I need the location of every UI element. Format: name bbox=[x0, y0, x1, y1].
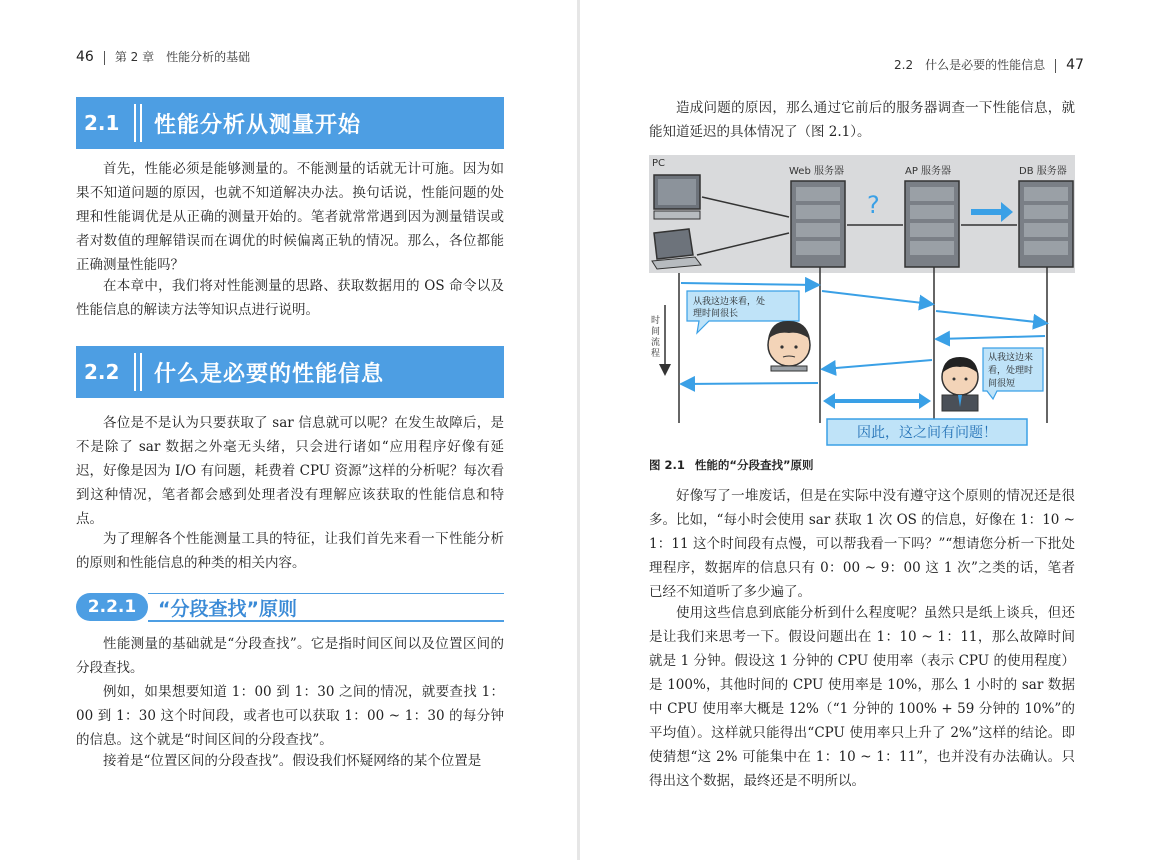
paragraph: 接着是“位置区间的分段查找”。假设我们怀疑网络的某个位置是 bbox=[103, 753, 482, 769]
paragraph: 各位是不是认为只要获取了 sar 信息就可以呢？在发生故障后，是不是除了 sar 数据之外毫无头绪，只会进行诸如“应用程序好像有延迟，好像是因为 I/O 有问题，耗费着 CPU 资源”这样的分析呢？每次看到这种情况，笔者都会感到处理者没有理解应该获取的性能信息和特点。 bbox=[76, 415, 504, 527]
section-number: 2.2 bbox=[84, 360, 120, 384]
bubble-left-line: 理时间很长 bbox=[693, 309, 739, 319]
bubble-right-line: 从我这边来 bbox=[988, 353, 1034, 363]
subsection-title: “分段查找”原则 bbox=[158, 598, 297, 620]
paragraph: 在本章中，我们将对性能测量的思路、获取数据用的 OS 命令以及性能信息的解读方法等知识点进行说明。 bbox=[76, 278, 504, 318]
paragraph: 性能测量的基础就是“分段查找”。它是指时间区间以及位置区间的分段查找。 bbox=[76, 636, 504, 676]
time-flow-char: 流 bbox=[651, 338, 661, 348]
network-band bbox=[649, 155, 1075, 273]
person-left-icon bbox=[768, 321, 810, 371]
time-flow-char: 时 bbox=[651, 316, 661, 326]
section-title: 性能分析从测量开始 bbox=[154, 112, 362, 138]
time-flow-char: 程 bbox=[651, 349, 661, 359]
time-flow-char: 间 bbox=[651, 327, 661, 337]
figure-2-1 bbox=[649, 155, 1075, 448]
web-server-icon bbox=[791, 181, 845, 267]
question-mark: ? bbox=[867, 191, 880, 219]
paragraph: 为了理解各个性能测量工具的特征，让我们首先来看一下性能分析的原则和性能信息的种类的相关内容。 bbox=[76, 531, 504, 571]
paragraph: 造成问题的原因，那么通过它前后的服务器调查一下性能信息，就能知道延迟的具体情况了（图 2.1）。 bbox=[649, 100, 1075, 140]
section-running-title: 2.2 什么是必要的性能信息 bbox=[894, 58, 1046, 72]
figure-caption bbox=[649, 457, 814, 473]
ap-server-label: AP 服务器 bbox=[905, 166, 952, 177]
subsection-2-2-1-heading bbox=[76, 590, 504, 624]
section-number: 2.1 bbox=[84, 111, 120, 135]
section-title: 什么是必要的性能信息 bbox=[154, 361, 385, 387]
right-page-number: 47 bbox=[1066, 57, 1084, 73]
left-page-number: 46 bbox=[76, 49, 94, 65]
banner-rule bbox=[140, 104, 142, 142]
figure-title: 性能的“分段查找”原则 bbox=[694, 458, 814, 472]
banner-rule bbox=[140, 353, 142, 391]
paragraph: 好像写了一堆废话，但是在实际中没有遵守这个原则的情况还是很多。比如，“每小时会使用 sar 获取 1 次 OS 的信息，好像在 1：10 ~ 1：11 这个时间段有点慢，可以帮我看一下吗？”“想请您分析一下批处理程序，数据库的信息只有 0：00 ~ 9：00 这 1 次”之类的话，笔者已经不知道听了多少遍了。 bbox=[649, 488, 1075, 600]
banner-rule bbox=[134, 353, 136, 391]
web-server-label: Web 服务器 bbox=[789, 166, 844, 177]
chapter-title: 第 2 章 性能分析的基础 bbox=[114, 50, 251, 64]
db-server-label: DB 服务器 bbox=[1019, 166, 1067, 177]
left-running-header bbox=[76, 48, 250, 65]
conclusion-text: 因此，这之间有问题！ bbox=[857, 425, 997, 441]
figure-number: 图 2.1 bbox=[649, 458, 685, 472]
problem-interval-arrow bbox=[823, 393, 931, 409]
section-2-2-banner bbox=[76, 346, 504, 398]
paragraph: 例如，如果想要知道 1：00 到 1：30 之间的情况，就要查找 1：00 到 1：30 这个时间段，或者也可以获取 1：00 ~ 1：30 的每分钟的信息。这个就是“时间区间的分段查找”。 bbox=[76, 684, 504, 748]
ap-server-icon bbox=[905, 181, 959, 267]
bubble-right-line: 间很短 bbox=[988, 379, 1016, 389]
bubble-left-line: 从我这边来看，处 bbox=[693, 297, 766, 307]
heading-rule bbox=[148, 620, 504, 622]
desktop-pc-icon bbox=[654, 175, 700, 219]
db-server-icon bbox=[1019, 181, 1073, 267]
header-divider bbox=[1055, 59, 1056, 73]
header-divider bbox=[104, 51, 105, 65]
right-running-header bbox=[894, 56, 1084, 73]
left-page bbox=[0, 0, 577, 860]
section-2-1-banner bbox=[76, 97, 504, 149]
person-right-icon bbox=[942, 357, 978, 411]
paragraph: 使用这些信息到底能分析到什么程度呢？虽然只是纸上谈兵，但还是让我们来思考一下。假设问题出在 1：10 ~ 1：11，那么故障时间就是 1 分钟。假设这 1 分钟的 CPU 使用率（表示 CPU 的使用程度）是 100%，其他时间的 CPU 使用率是 10%，那么 1 小时的 sar 数据中 CPU 使用率大概是 12%（“1 分钟的 100% + 59 分钟的 10%”的平均值）。这样就只能得出“CPU 使用率只上升了 2%”这样的结论。即使猜想“这 2% 可能集中在 1：10 ~ 1：11”，也并没有办法确认。只得出这个数据，最终还是不明所以。 bbox=[649, 605, 1075, 789]
segmented-search-diagram bbox=[649, 155, 1075, 448]
bubble-right-line: 看，处理时 bbox=[988, 366, 1034, 376]
banner-rule bbox=[134, 104, 136, 142]
paragraph: 首先，性能必须是能够测量的。不能测量的话就无计可施。因为如果不知道问题的原因，也就不知道解决办法。换句话说，性能问题的处理和性能调优是从正确的测量开始的。笔者就常常遇到因为测量错误或者对数值的理解错误而在调优的时候偏离正轨的情况。那么，各位都能正确测量性能吗？ bbox=[76, 161, 504, 273]
pc-label: PC bbox=[652, 158, 666, 169]
subsection-number: 2.2.1 bbox=[76, 593, 148, 621]
